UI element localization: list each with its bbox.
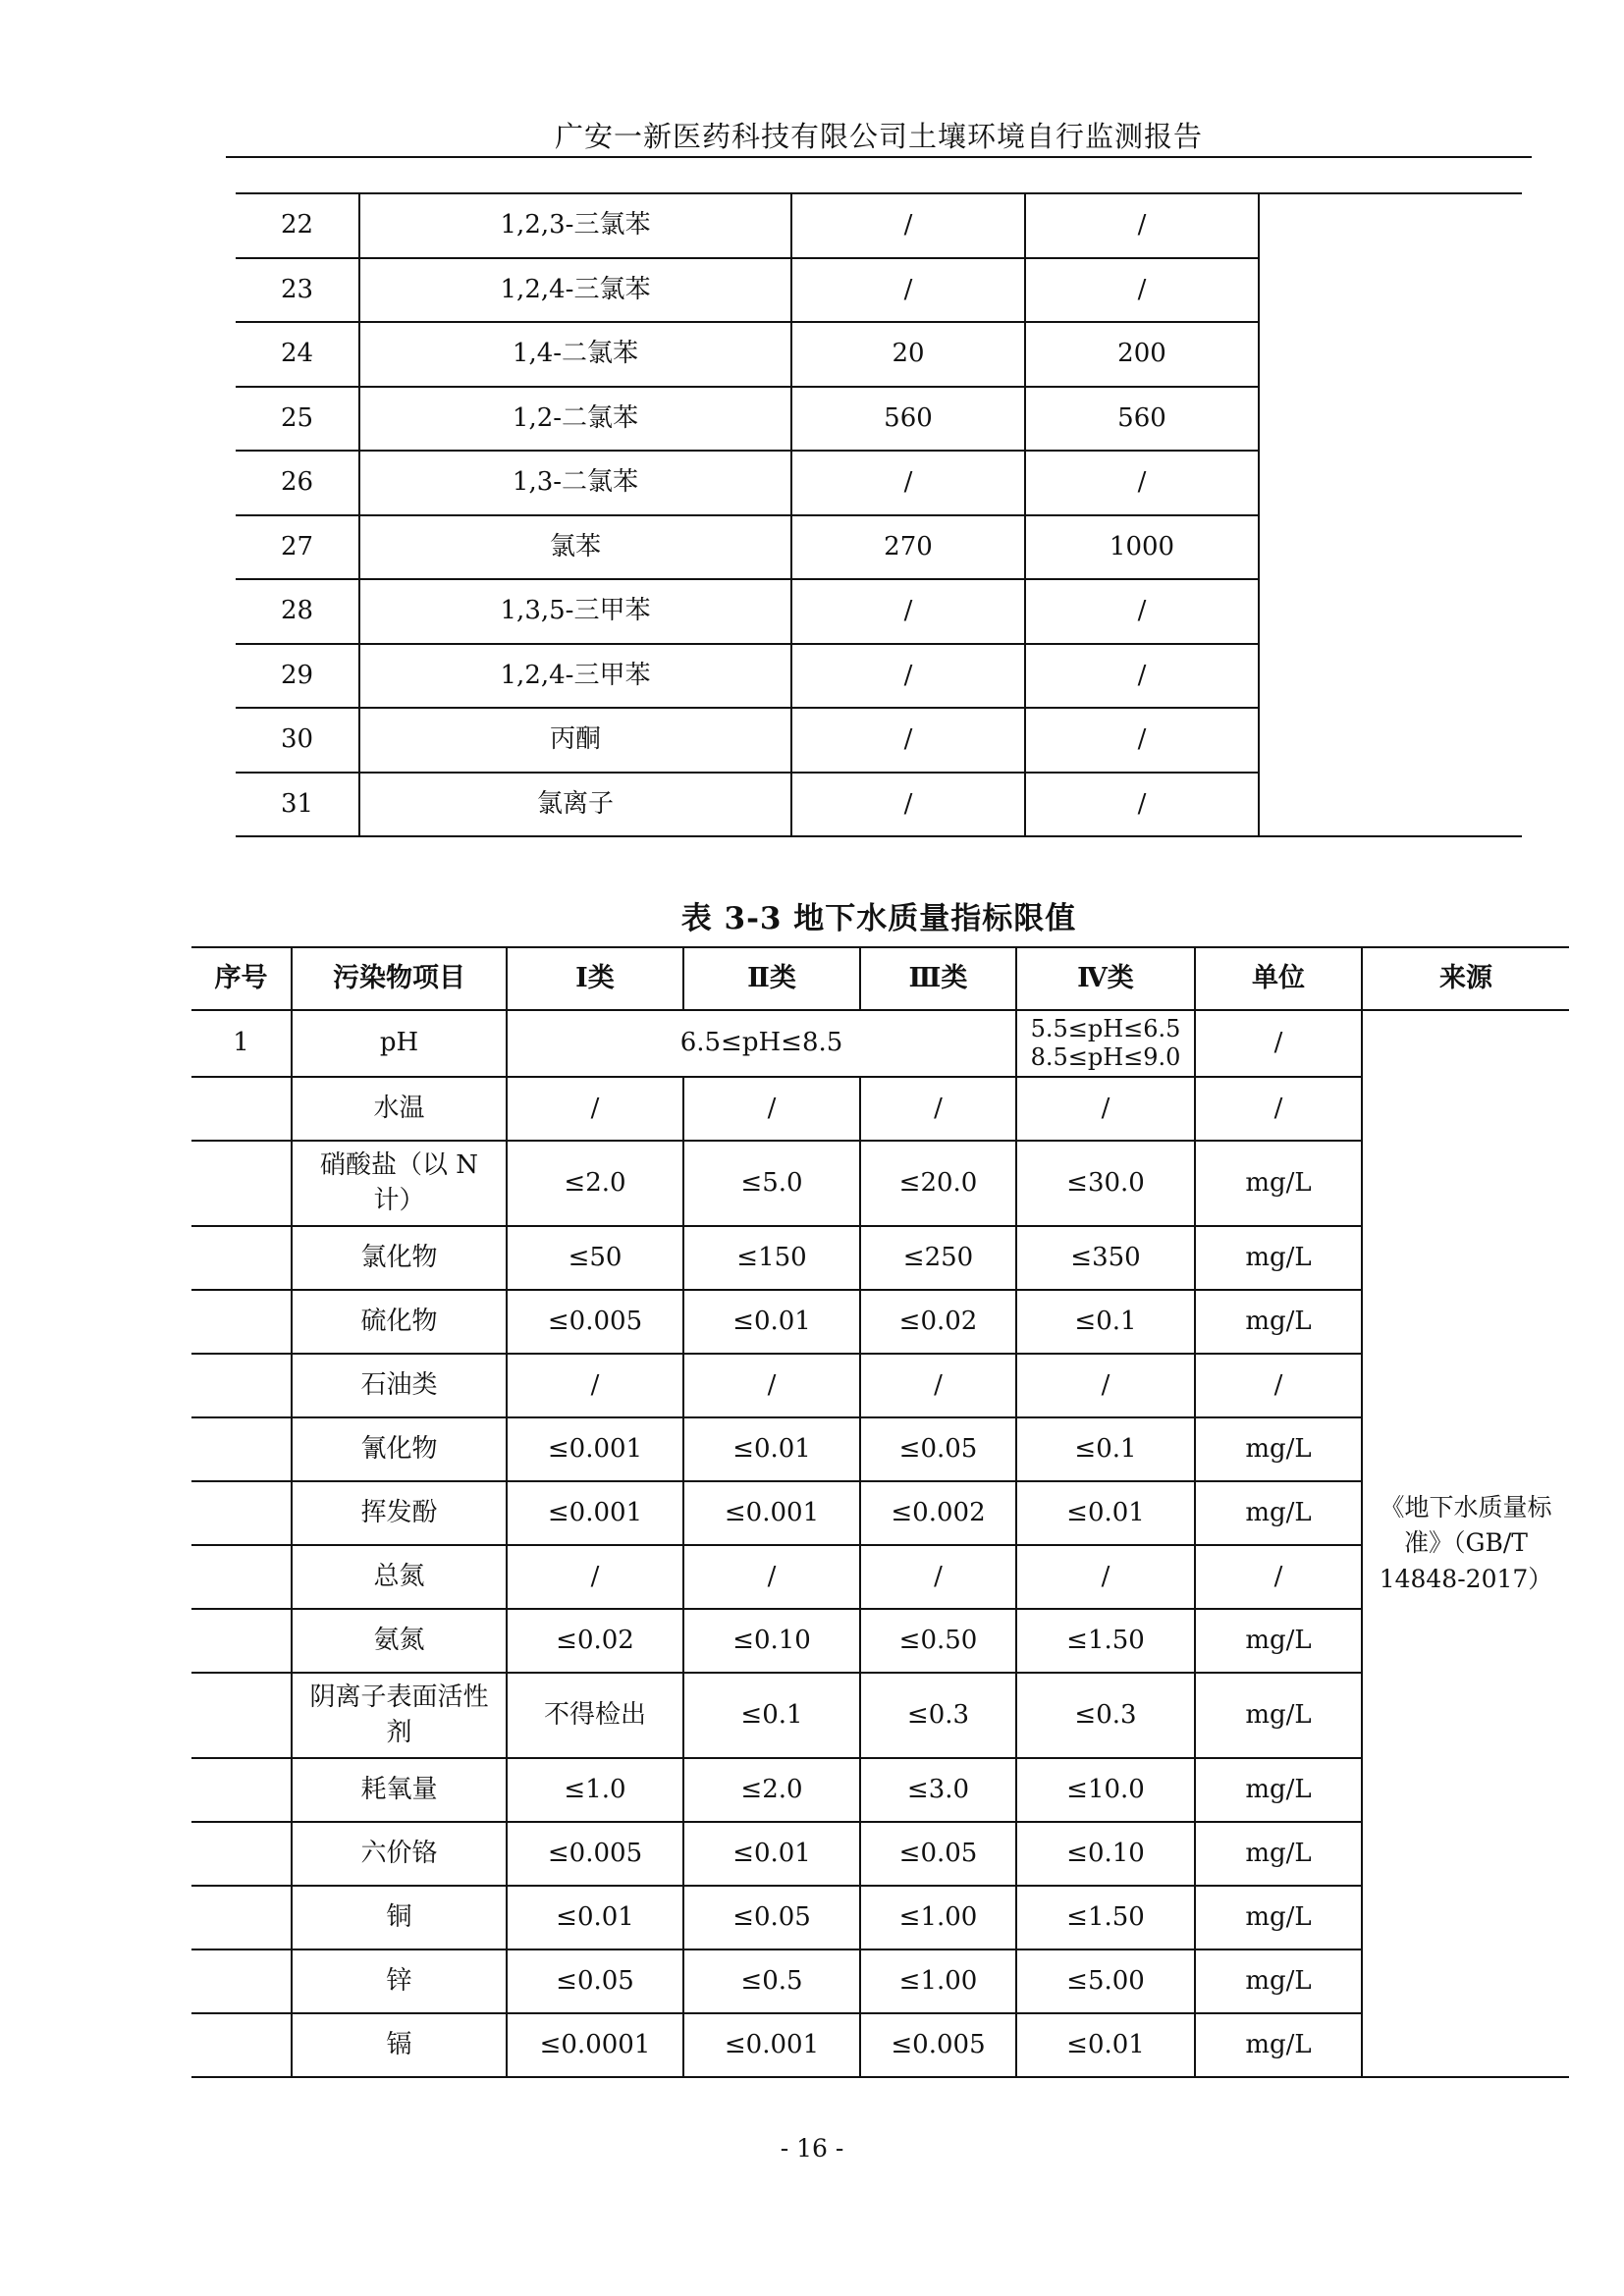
row-value-a: /: [791, 258, 1025, 323]
row-class-4: ≤0.10: [1016, 1822, 1195, 1886]
row-class-1: /: [507, 1354, 683, 1417]
report-header-title: 广安一新医药科技有限公司土壤环境自行监测报告: [554, 120, 1203, 153]
row-class-3: ≤1.00: [860, 1886, 1016, 1949]
ph-range-class-4: [1016, 1010, 1195, 1077]
row-no: 30: [236, 708, 359, 773]
row-value-a: /: [791, 773, 1025, 837]
table-row: [191, 1010, 1569, 1077]
row-unit: mg/L: [1195, 1417, 1362, 1481]
row-class-3: /: [860, 1077, 1016, 1141]
row-class-3: ≤0.3: [860, 1673, 1016, 1758]
groundwater-table-caption: 表 3-3 地下水质量指标限值: [680, 901, 1077, 936]
row-no: 24: [236, 322, 359, 387]
row-value-b: 1000: [1025, 515, 1259, 580]
row-item: 阴离子表面活性剂: [292, 1673, 507, 1758]
header-item: 污染物项目: [292, 947, 507, 1010]
row-item: 氯离子: [359, 773, 791, 837]
row-class-2: ≤0.01: [683, 1417, 860, 1481]
row-class-3: ≤1.00: [860, 1949, 1016, 2013]
row-value-b: 560: [1025, 387, 1259, 452]
row-no: [191, 1290, 292, 1354]
row-no: [191, 1417, 292, 1481]
row-item: 1,3-二氯苯: [359, 451, 791, 515]
row-no: [191, 1949, 292, 2013]
row-item: 铜: [292, 1886, 507, 1949]
row-value-b: /: [1025, 193, 1259, 258]
row-no: [191, 1077, 292, 1141]
header-no: 序号: [191, 947, 292, 1010]
row-class-3: ≤250: [860, 1226, 1016, 1290]
row-item: 挥发酚: [292, 1481, 507, 1545]
row-class-3: ≤0.50: [860, 1609, 1016, 1673]
row-unit: mg/L: [1195, 1949, 1362, 2013]
row-unit: mg/L: [1195, 1886, 1362, 1949]
row-unit: mg/L: [1195, 1226, 1362, 1290]
row-item: pH: [292, 1010, 507, 1077]
row-no: 1: [191, 1010, 292, 1077]
header-rule: [226, 156, 1532, 158]
row-no: [191, 1758, 292, 1822]
row-item: 硫化物: [292, 1290, 507, 1354]
row-unit: mg/L: [1195, 1822, 1362, 1886]
row-unit: mg/L: [1195, 1758, 1362, 1822]
row-class-4: ≤30.0: [1016, 1141, 1195, 1226]
row-unit: mg/L: [1195, 2013, 1362, 2077]
row-value-a: 270: [791, 515, 1025, 580]
row-item: 丙酮: [359, 708, 791, 773]
row-item: 氯苯: [359, 515, 791, 580]
row-unit: mg/L: [1195, 1141, 1362, 1226]
row-class-1: ≤0.0001: [507, 2013, 683, 2077]
row-value-b: /: [1025, 773, 1259, 837]
row-class-4: ≤5.00: [1016, 1949, 1195, 2013]
row-class-2: /: [683, 1545, 860, 1609]
row-value-b: /: [1025, 644, 1259, 709]
row-class-2: ≤2.0: [683, 1758, 860, 1822]
row-class-1: ≤0.001: [507, 1481, 683, 1545]
row-class-3: ≤0.002: [860, 1481, 1016, 1545]
row-class-2: ≤0.01: [683, 1290, 860, 1354]
ph-class-4-line-2: 8.5≤pH≤9.0: [1030, 1043, 1181, 1071]
row-no: 26: [236, 451, 359, 515]
row-value-a: /: [791, 579, 1025, 644]
row-value-a: /: [791, 708, 1025, 773]
row-item: 1,2,4-三氯苯: [359, 258, 791, 323]
row-no: 29: [236, 644, 359, 709]
row-item: 氯化物: [292, 1226, 507, 1290]
row-value-a: 560: [791, 387, 1025, 452]
row-unit: mg/L: [1195, 1290, 1362, 1354]
row-class-2: ≤0.05: [683, 1886, 860, 1949]
row-class-1: ≤50: [507, 1226, 683, 1290]
header-source: 来源: [1362, 947, 1569, 1010]
row-item: 1,3,5-三甲苯: [359, 579, 791, 644]
row-class-2: ≤0.10: [683, 1609, 860, 1673]
row-class-2: ≤0.01: [683, 1822, 860, 1886]
row-item: 六价铬: [292, 1822, 507, 1886]
table-row: [236, 193, 1522, 258]
row-item: 1,4-二氯苯: [359, 322, 791, 387]
row-class-3: ≤3.0: [860, 1758, 1016, 1822]
row-item: 耗氧量: [292, 1758, 507, 1822]
row-value-b: /: [1025, 258, 1259, 323]
row-unit: /: [1195, 1010, 1362, 1077]
row-no: [191, 1673, 292, 1758]
header-class-4: Ⅳ类: [1016, 947, 1195, 1010]
row-class-2: ≤150: [683, 1226, 860, 1290]
row-class-1: 不得检出: [507, 1673, 683, 1758]
row-no: 31: [236, 773, 359, 837]
row-class-1: ≤0.005: [507, 1290, 683, 1354]
row-class-4: ≤10.0: [1016, 1758, 1195, 1822]
row-item: 石油类: [292, 1354, 507, 1417]
row-value-b: /: [1025, 708, 1259, 773]
row-value-a: /: [791, 451, 1025, 515]
row-no: 22: [236, 193, 359, 258]
row-class-3: ≤0.05: [860, 1417, 1016, 1481]
row-no: 25: [236, 387, 359, 452]
row-class-4: /: [1016, 1545, 1195, 1609]
row-item: 水温: [292, 1077, 507, 1141]
row-unit: /: [1195, 1354, 1362, 1417]
row-unit: mg/L: [1195, 1609, 1362, 1673]
row-class-3: ≤0.005: [860, 2013, 1016, 2077]
header-unit: 单位: [1195, 947, 1362, 1010]
row-class-1: ≤0.02: [507, 1609, 683, 1673]
row-class-3: ≤0.05: [860, 1822, 1016, 1886]
row-class-2: ≤0.1: [683, 1673, 860, 1758]
row-no: [191, 1822, 292, 1886]
row-class-3: ≤0.02: [860, 1290, 1016, 1354]
row-unit: mg/L: [1195, 1673, 1362, 1758]
row-class-4: ≤0.01: [1016, 2013, 1195, 2077]
soil-limits-table-continued: [236, 192, 1522, 837]
page-number: - 16 -: [780, 2134, 844, 2163]
header-class-1: Ⅰ类: [507, 947, 683, 1010]
row-item: 氰化物: [292, 1417, 507, 1481]
row-value-a: 20: [791, 322, 1025, 387]
row-item: 镉: [292, 2013, 507, 2077]
row-unit: /: [1195, 1077, 1362, 1141]
ph-class-4-line-1: 5.5≤pH≤6.5: [1030, 1015, 1181, 1043]
row-class-3: ≤20.0: [860, 1141, 1016, 1226]
row-class-1: ≤0.01: [507, 1886, 683, 1949]
row-value-a: /: [791, 644, 1025, 709]
header-class-2: Ⅱ类: [683, 947, 860, 1010]
row-no: [191, 1226, 292, 1290]
row-class-1: /: [507, 1077, 683, 1141]
row-value-b: /: [1025, 579, 1259, 644]
blank-merged-cell: [1259, 193, 1522, 836]
row-item: 1,2-二氯苯: [359, 387, 791, 452]
row-class-4: ≤1.50: [1016, 1609, 1195, 1673]
row-no: [191, 1886, 292, 1949]
row-class-4: ≤1.50: [1016, 1886, 1195, 1949]
row-class-1: ≤1.0: [507, 1758, 683, 1822]
row-class-4: ≤350: [1016, 1226, 1195, 1290]
row-class-2: /: [683, 1354, 860, 1417]
row-no: [191, 1141, 292, 1226]
row-value-b: 200: [1025, 322, 1259, 387]
row-class-1: ≤0.005: [507, 1822, 683, 1886]
row-no: [191, 1481, 292, 1545]
row-class-1: ≤2.0: [507, 1141, 683, 1226]
row-item: 硝酸盐（以 N 计）: [292, 1141, 507, 1226]
row-no: [191, 1609, 292, 1673]
row-unit: /: [1195, 1545, 1362, 1609]
row-class-4: ≤0.1: [1016, 1417, 1195, 1481]
row-class-2: /: [683, 1077, 860, 1141]
row-no: [191, 2013, 292, 2077]
row-class-3: /: [860, 1545, 1016, 1609]
row-item: 总氮: [292, 1545, 507, 1609]
row-no: [191, 1354, 292, 1417]
row-class-4: /: [1016, 1354, 1195, 1417]
row-class-1: ≤0.001: [507, 1417, 683, 1481]
groundwater-limits-table: [191, 946, 1569, 2078]
row-item: 1,2,3-三氯苯: [359, 193, 791, 258]
row-class-2: ≤0.001: [683, 1481, 860, 1545]
row-class-4: ≤0.1: [1016, 1290, 1195, 1354]
row-class-4: /: [1016, 1077, 1195, 1141]
row-no: 28: [236, 579, 359, 644]
row-class-1: /: [507, 1545, 683, 1609]
row-class-4: ≤0.01: [1016, 1481, 1195, 1545]
row-item: 氨氮: [292, 1609, 507, 1673]
row-no: 27: [236, 515, 359, 580]
table-header-row: [191, 947, 1569, 1010]
row-value-b: /: [1025, 451, 1259, 515]
standard-source: 《地下水质量标准》（GB/T 14848-2017）: [1379, 1493, 1553, 1593]
row-no: 23: [236, 258, 359, 323]
row-class-2: ≤0.5: [683, 1949, 860, 2013]
row-value-a: /: [791, 193, 1025, 258]
header-class-3: Ⅲ类: [860, 947, 1016, 1010]
row-class-3: /: [860, 1354, 1016, 1417]
row-no: [191, 1545, 292, 1609]
row-class-4: ≤0.3: [1016, 1673, 1195, 1758]
row-class-2: ≤0.001: [683, 2013, 860, 2077]
row-class-1: ≤0.05: [507, 1949, 683, 2013]
row-item: 锌: [292, 1949, 507, 2013]
row-item: 1,2,4-三甲苯: [359, 644, 791, 709]
row-unit: mg/L: [1195, 1481, 1362, 1545]
ph-range-class-1-3: 6.5≤pH≤8.5: [507, 1010, 1016, 1077]
row-class-2: ≤5.0: [683, 1141, 860, 1226]
